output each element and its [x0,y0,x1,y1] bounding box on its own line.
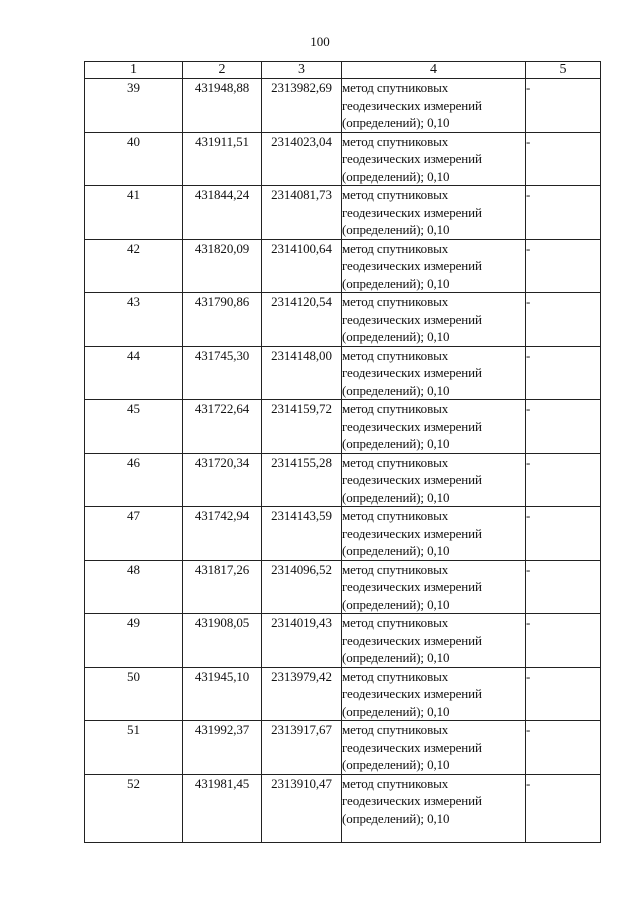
method-cell [342,774,526,842]
table-row [85,560,601,614]
table-row [85,453,601,507]
point-number-cell: 43 [85,293,183,347]
method-line: (определений); 0,10 [342,757,450,772]
table-row [85,186,601,240]
x-coordinate-cell: 431790,86 [183,293,262,347]
method-line: геодезических измерений [342,418,482,434]
point-number-cell: 46 [85,453,183,507]
method-line: метод спутниковых [342,454,449,470]
method-line: метод спутниковых [342,561,449,577]
table-row [85,293,601,347]
column-header-3: 3 [262,62,342,79]
y-coordinate-cell: 2314155,28 [262,453,342,507]
y-coordinate-cell: 2314143,59 [262,507,342,561]
table-row [85,346,601,400]
method-cell [342,667,526,721]
y-coordinate-cell: 2314159,72 [262,400,342,454]
point-number-cell: 52 [85,774,183,842]
y-coordinate-cell: 2314148,00 [262,346,342,400]
point-number-cell: 44 [85,346,183,400]
method-cell [342,453,526,507]
point-number-cell: 47 [85,507,183,561]
method-line: геодезических измерений [342,525,482,541]
note-cell: - [526,667,601,721]
table-row [85,79,601,133]
point-number-cell: 42 [85,239,183,293]
table-header-row [85,62,601,79]
note-cell: - [526,132,601,186]
x-coordinate-cell: 431817,26 [183,560,262,614]
x-coordinate-cell: 431720,34 [183,453,262,507]
x-coordinate-cell: 431844,24 [183,186,262,240]
method-line: (определений); 0,10 [342,168,450,184]
x-coordinate-cell: 431981,45 [183,774,262,842]
method-cell [342,132,526,186]
method-cell [342,186,526,240]
method-line: (определений); 0,10 [342,703,450,719]
method-line: (определений); 0,10 [342,543,450,558]
y-coordinate-cell: 2314096,52 [262,560,342,614]
method-line: (определений); 0,10 [342,810,450,826]
table-row [85,239,601,293]
point-number-cell: 50 [85,667,183,721]
point-number-cell: 45 [85,400,183,454]
method-cell [342,400,526,454]
note-cell: - [526,293,601,347]
method-cell [342,614,526,668]
method-line: геодезических измерений [342,579,482,594]
method-line: геодезических измерений [342,632,482,648]
x-coordinate-cell: 431745,30 [183,346,262,400]
method-cell [342,239,526,293]
y-coordinate-cell: 2313917,67 [262,721,342,775]
y-coordinate-cell: 2314120,54 [262,293,342,347]
y-coordinate-cell: 2314100,64 [262,239,342,293]
method-line: метод спутниковых [342,722,449,737]
table-body [85,79,601,843]
note-cell: - [526,400,601,454]
note-cell: - [526,453,601,507]
method-line: геодезических измерений [342,258,482,273]
x-coordinate-cell: 431948,88 [183,79,262,133]
x-coordinate-cell: 431820,09 [183,239,262,293]
method-cell [342,79,526,133]
method-line: (определений); 0,10 [342,329,450,344]
note-cell: - [526,239,601,293]
table-row [85,132,601,186]
table-row [85,400,601,454]
x-coordinate-cell: 431992,37 [183,721,262,775]
x-coordinate-cell: 431911,51 [183,132,262,186]
method-line: метод спутниковых [342,401,449,416]
x-coordinate-cell: 431722,64 [183,400,262,454]
table-row [85,507,601,561]
method-cell [342,293,526,347]
method-line: геодезических измерений [342,365,482,380]
method-line: (определений); 0,10 [342,275,450,291]
method-cell [342,721,526,775]
method-line: метод спутниковых [342,615,449,630]
y-coordinate-cell: 2313910,47 [262,774,342,842]
y-coordinate-cell: 2314023,04 [262,132,342,186]
note-cell: - [526,721,601,775]
note-cell: - [526,186,601,240]
point-number-cell: 49 [85,614,183,668]
method-line: метод спутниковых [342,80,449,95]
x-coordinate-cell: 431742,94 [183,507,262,561]
method-line: геодезических измерений [342,472,482,487]
note-cell: - [526,346,601,400]
point-number-cell: 39 [85,79,183,133]
point-number-cell: 40 [85,132,183,186]
note-cell: - [526,560,601,614]
method-line: (определений); 0,10 [342,382,450,398]
note-cell: - [526,79,601,133]
coordinates-table [84,61,601,843]
point-number-cell: 51 [85,721,183,775]
method-line: метод спутниковых [342,508,449,523]
method-line: метод спутниковых [342,294,449,309]
note-cell: - [526,614,601,668]
method-line: (определений); 0,10 [342,650,450,665]
y-coordinate-cell: 2313979,42 [262,667,342,721]
method-line: геодезических измерений [342,97,482,113]
y-coordinate-cell: 2314019,43 [262,614,342,668]
point-number-cell: 48 [85,560,183,614]
table-row [85,721,601,775]
column-header-1: 1 [85,62,183,79]
note-cell: - [526,774,601,842]
method-line: геодезических измерений [342,151,482,166]
column-header-2: 2 [183,62,262,79]
method-line: метод спутниковых [342,240,449,256]
column-header-4: 4 [342,62,526,79]
x-coordinate-cell: 431945,10 [183,667,262,721]
page-number: 100 [310,34,330,49]
method-line: (определений); 0,10 [342,115,450,130]
method-cell [342,346,526,400]
method-line: метод спутниковых [342,347,449,363]
point-number-cell: 41 [85,186,183,240]
column-header-5: 5 [526,62,601,79]
method-line: (определений); 0,10 [342,222,450,237]
table-row [85,774,601,842]
method-line: геодезических измерений [342,739,482,755]
method-line: метод спутниковых [342,668,449,684]
method-cell [342,507,526,561]
note-cell: - [526,507,601,561]
method-line: (определений); 0,10 [342,596,450,612]
y-coordinate-cell: 2313982,69 [262,79,342,133]
method-line: метод спутниковых [342,775,449,791]
method-cell [342,560,526,614]
method-line: геодезических измерений [342,204,482,220]
method-line: (определений); 0,10 [342,489,450,505]
method-line: геодезических измерений [342,793,482,808]
method-line: метод спутниковых [342,133,449,149]
method-line: (определений); 0,10 [342,436,450,451]
method-line: метод спутниковых [342,187,449,202]
y-coordinate-cell: 2314081,73 [262,186,342,240]
x-coordinate-cell: 431908,05 [183,614,262,668]
table-row [85,614,601,668]
method-line: геодезических измерений [342,686,482,701]
method-line: геодезических измерений [342,311,482,327]
table-row [85,667,601,721]
